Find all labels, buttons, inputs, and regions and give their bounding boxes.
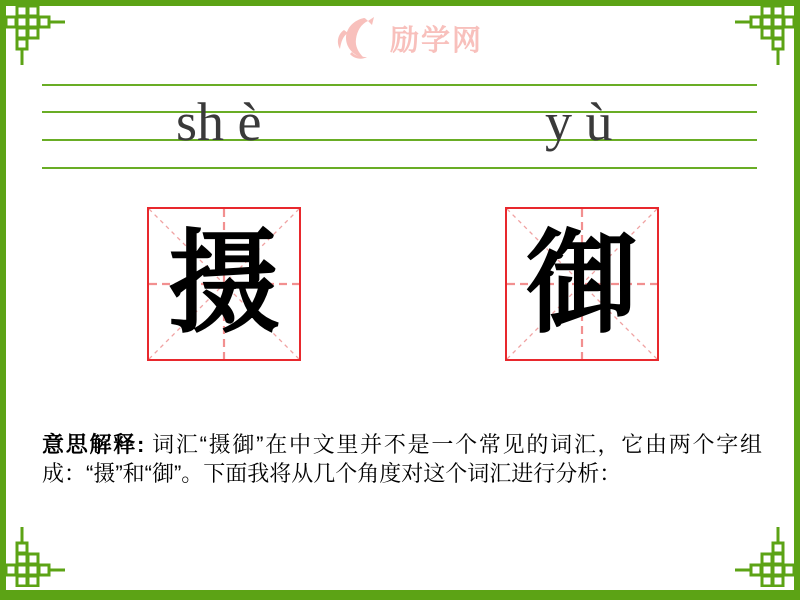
hanzi-she: 摄: [168, 221, 280, 346]
corner-fret-icon: [735, 527, 795, 587]
corner-fret-icon: [735, 5, 795, 65]
pinyin-yu: y ù: [545, 92, 613, 152]
corner-fret-icon: [5, 5, 65, 65]
explanation-label: 意思解释:: [42, 432, 145, 457]
logo-swirl-icon: [334, 16, 386, 60]
pinyin-she: sh è: [176, 92, 262, 152]
character-box-mizige: [147, 207, 301, 361]
hanzi-yu: 御: [526, 221, 638, 346]
guide-line: [42, 111, 757, 113]
meaning-explanation: [42, 430, 762, 488]
corner-fret-icon: [5, 527, 65, 587]
frame-border-bottom: [0, 590, 800, 600]
guide-line: [42, 139, 757, 141]
explanation-text: 词汇“摄御”在中文里并不是一个常见的词汇，它由两个字组成：“摄”和“御”。下面我将从几个角度对这个词汇进行分析：: [42, 432, 762, 486]
logo-text: 励学网: [390, 24, 484, 57]
guide-line: [42, 84, 757, 86]
character-box-mizige: [505, 207, 659, 361]
frame-border-right: [794, 0, 800, 600]
site-logo: [334, 16, 483, 60]
frame-border-top: [0, 0, 800, 6]
frame-border-left: [0, 0, 6, 600]
guide-line: [42, 167, 757, 169]
